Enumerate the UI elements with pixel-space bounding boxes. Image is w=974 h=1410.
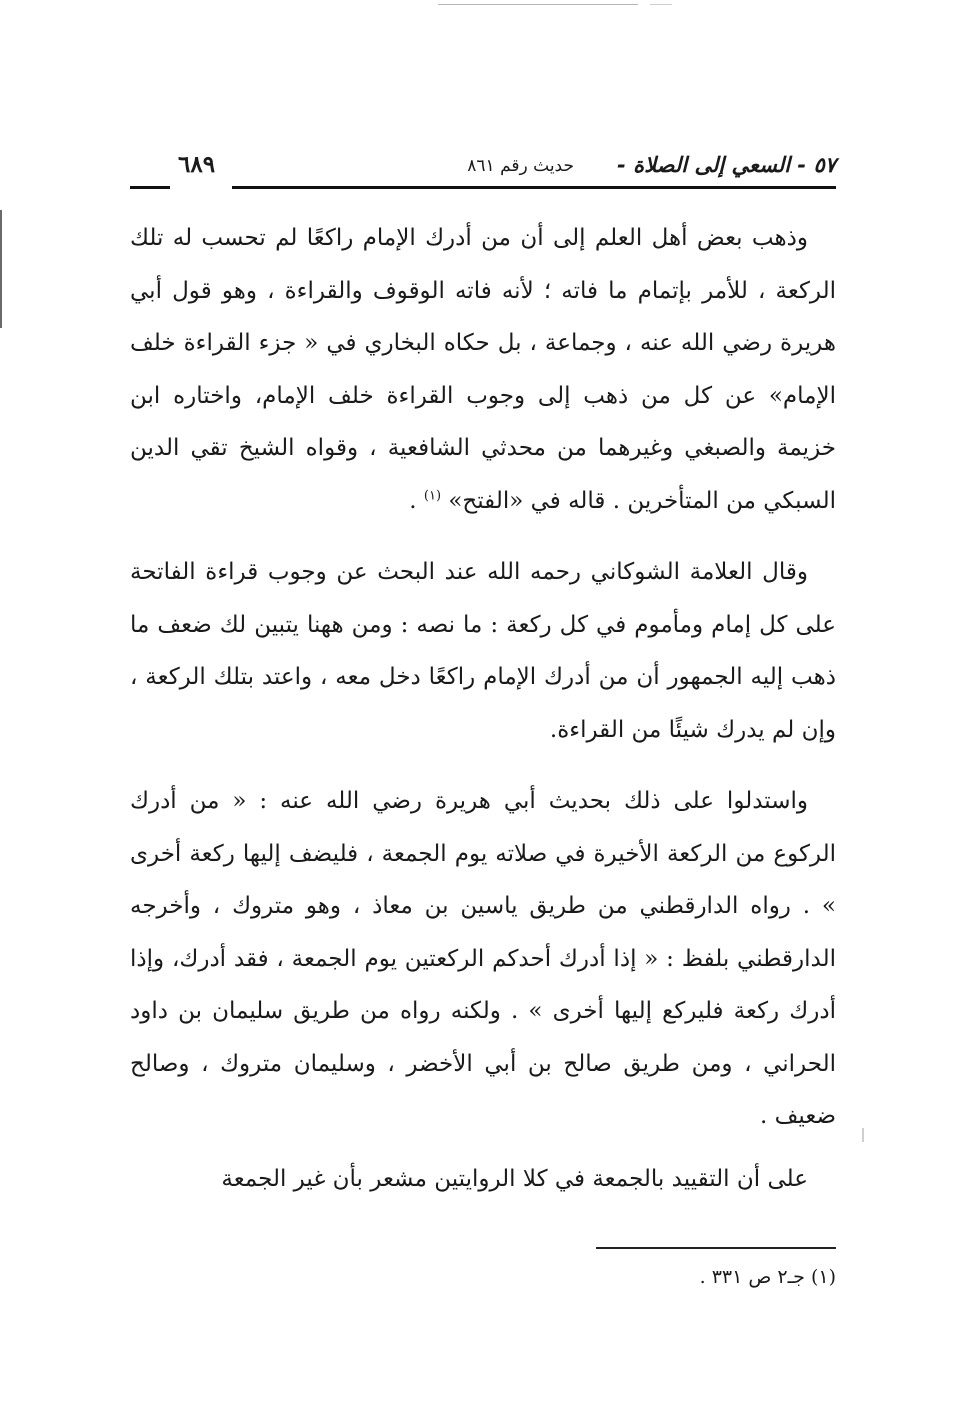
running-header — [130, 150, 836, 190]
top-edge-line — [438, 4, 638, 5]
header-rule-left — [130, 186, 170, 189]
header-rule — [232, 186, 836, 189]
paragraph-1-text: وذهب بعض أهل العلم إلى أن من أدرك الإمام راكعًا لم تحسب له تلك الركعة ، للأمر بإتمام ما فاته ؛ لأنه فاته الوقوف والقراءة ، وهو قول أبي هريرة رضي الله عنه ، وجماعة ، بل حكاه البخاري في « جزء القراءة خلف الإمام» عن كل من ذهب إلى وجوب القراءة خلف الإمام، واختاره ابن خزيمة والصبغي وغيرهما من محدثي الشافعية ، وقواه الشيخ تقي الدين السبكي من المتأخرين . قاله في «الفتح» — [130, 225, 836, 514]
page-number: ٦٨٩ — [178, 151, 216, 178]
chapter-title: ٥٧ - السعي إلى الصلاة - — [617, 153, 836, 177]
footnote: (١) جـ٢ ص ٣٣١ . — [699, 1266, 836, 1288]
paragraph-1 — [130, 212, 836, 527]
hadith-reference: حديث رقم ٨٦١ — [467, 156, 574, 176]
footnote-separator — [596, 1247, 836, 1249]
top-edge-mark — [650, 4, 672, 5]
paragraph-2: وقال العلامة الشوكاني رحمه الله عند البحث عن وجوب قراءة الفاتحة على كل إمام ومأموم في كل ركعة : ما نصه : ومن ههنا يتبين لك ضعف ما ذهب إليه الجمهور أن من أدرك الإمام راكعًا دخل معه ، واعتد بتلك الركعة ، وإن لم يدرك شيئًا من القراءة. — [130, 559, 836, 743]
scan-mark — [862, 1128, 864, 1142]
main-text — [130, 212, 836, 1205]
paragraph-4: على أن التقييد بالجمعة في كلا الروايتين مشعر بأن غير الجمعة — [221, 1165, 808, 1192]
paragraph-3: واستدلوا على ذلك بحديث أبي هريرة رضي الله عنه : « من أدرك الركوع من الركعة الأخيرة في صلاته يوم الجمعة ، فليضف إليها ركعة أخرى » . رواه الدارقطني من طريق ياسين بن معاذ ، وهو متروك ، وأخرجه الدارقطني بلفظ : « إذا أدرك أحدكم الركعتين يوم الجمعة ، فقد أدرك، وإذا أدرك ركعة فليركع إليها أخرى » . ولكنه رواه من طريق سليمان بن داود الحراني ، ومن طريق صالح بن أبي الأخضر ، وسليمان متروك ، وصالح ضعيف . — [130, 788, 836, 1129]
page-binding-edge — [0, 210, 2, 328]
paragraph-1-tail: . — [409, 487, 424, 514]
footnote-marker: (١) — [423, 487, 442, 503]
